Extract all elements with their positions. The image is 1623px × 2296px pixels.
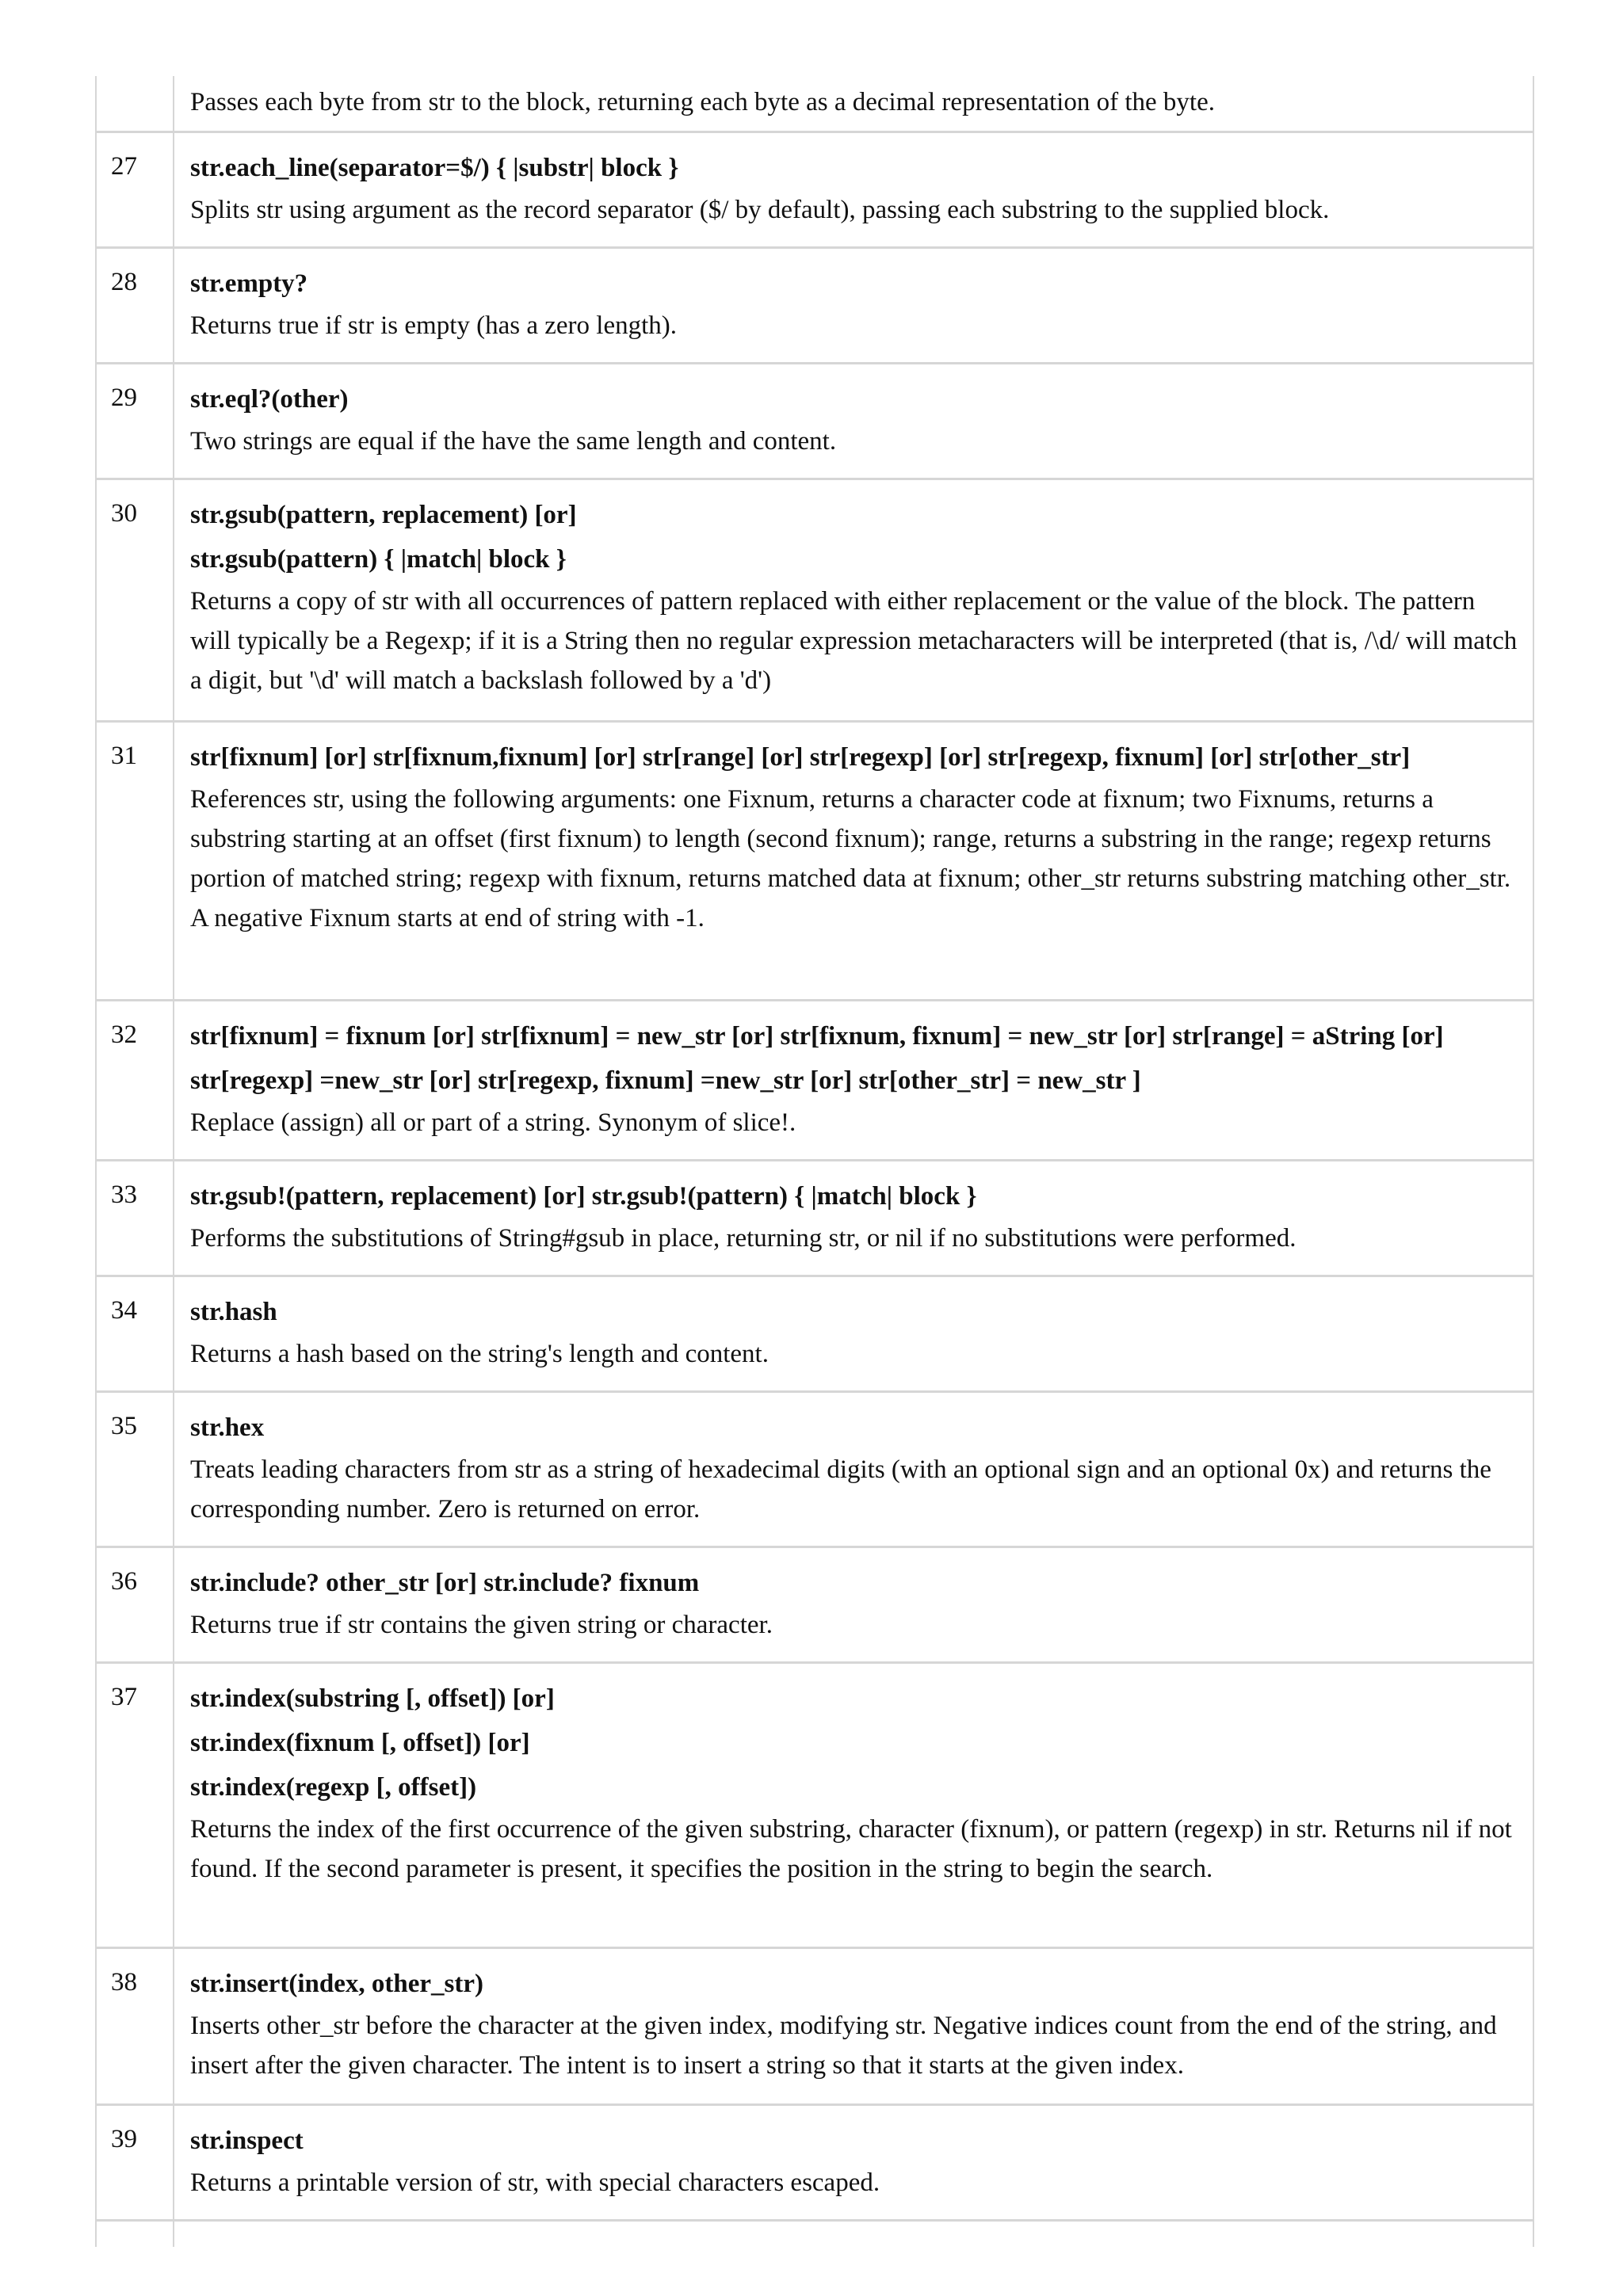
row-number: 39	[111, 2125, 137, 2153]
row-content	[190, 735, 1522, 938]
row-description: Treats leading characters from str as a string of hexadecimal digits (with an optional sign and an optional 0x) and returns the corresponding number. Zero is returned on error.	[190, 1455, 1491, 1524]
method-signature: str.gsub(pattern) { |match| block }	[190, 545, 567, 574]
method-signature: str[fixnum] = fixnum [or] str[fixnum] = new_str [or] str[fixnum, fixnum] = new_str [or] str[range] = aString [or] str[regexp] =new_str [or] str[regexp, fixnum] =new_str [or] str[other_str] = new_str ]	[190, 1022, 1444, 1095]
table-row	[97, 1001, 1533, 1161]
table-row	[97, 76, 1533, 133]
row-description: Inserts other_str before the character at the given index, modifying str. Negative indices count from the end of the string, and insert after the given character. The intent is to insert a string so that it starts at the given index.	[190, 2012, 1497, 2080]
method-signature: str.hex	[190, 1413, 265, 1442]
row-number: 31	[111, 742, 137, 770]
row-description: References str, using the following arguments: one Fixnum, returns a character code at fixnum; two Fixnums, returns a substring starting at an offset (first fixnum) to length (second fixnum); range, returns a substring in the range; regexp returns portion of matched string; regexp with fixnum, returns matched data at fixnum; other_str returns substring matching other_str. A negative Fixnum starts at end of string with -1.	[190, 785, 1511, 933]
row-content	[190, 1174, 1522, 1258]
row-number: 37	[111, 1683, 137, 1711]
table-row	[97, 480, 1533, 723]
row-content	[190, 1290, 1522, 1374]
table-row	[97, 723, 1533, 1001]
row-description: Returns true if str is empty (has a zero length).	[190, 311, 677, 340]
row-content	[190, 2119, 1522, 2203]
table-row	[97, 249, 1533, 364]
method-signature: str.index(substring [, offset]) [or]	[190, 1684, 555, 1713]
row-description: Splits str using argument as the record separator ($/ by default), passing each substring to the supplied block.	[190, 196, 1330, 224]
row-content	[190, 1676, 1522, 1889]
row-description: Returns a printable version of str, with special characters escaped.	[190, 2168, 880, 2197]
row-number: 33	[111, 1180, 137, 1209]
row-number: 34	[111, 1296, 137, 1325]
table-row	[97, 1548, 1533, 1664]
row-content	[190, 1014, 1522, 1142]
table-row	[97, 1664, 1533, 1949]
row-content	[190, 1561, 1522, 1645]
row-number: 27	[111, 152, 137, 181]
method-signature: str.include? other_str [or] str.include? fixnum	[190, 1569, 700, 1597]
row-number: 30	[111, 499, 137, 528]
row-content	[190, 82, 1522, 122]
row-description: Returns a copy of str with all occurrences of pattern replaced with either replacement or the value of the block. The pattern will typically be a Regexp; if it is a String then no regular expression metacharacters will be interpreted (that is, /\d/ will match a digit, but '\d' will match a backslash followed by a 'd')	[190, 587, 1518, 695]
row-description: Returns the index of the first occurrence of the given substring, character (fixnum), or pattern (regexp) in str. Returns nil if not found. If the second parameter is present, it specifies the position in the string to begin the search.	[190, 1815, 1512, 1883]
row-content	[190, 1405, 1522, 1529]
method-signature: str.insert(index, other_str)	[190, 1970, 483, 1998]
method-table	[95, 76, 1534, 2247]
table-row	[97, 133, 1533, 249]
row-description: Returns true if str contains the given string or character.	[190, 1611, 773, 1639]
table-row	[97, 1277, 1533, 1393]
table-row	[97, 364, 1533, 480]
row-description: Performs the substitutions of String#gsub in place, returning str, or nil if no substitutions were performed.	[190, 1224, 1296, 1253]
method-signature: str.hash	[190, 1298, 277, 1326]
row-content	[190, 146, 1522, 230]
method-signature: str[fixnum] [or] str[fixnum,fixnum] [or] str[range] [or] str[regexp] [or] str[regexp, fixnum] [or] str[other_str]	[190, 743, 1411, 772]
row-number: 32	[111, 1020, 137, 1049]
method-signature: str.eql?(other)	[190, 385, 349, 414]
method-signature: str.gsub!(pattern, replacement) [or] str.gsub!(pattern) { |match| block }	[190, 1182, 977, 1211]
row-number: 29	[111, 383, 137, 412]
row-number: 28	[111, 268, 137, 296]
row-description: Passes each byte from str to the block, returning each byte as a decimal representation of the byte.	[190, 88, 1215, 116]
row-content	[190, 377, 1522, 461]
row-description: Replace (assign) all or part of a string. Synonym of slice!.	[190, 1108, 796, 1137]
table-row	[97, 2106, 1533, 2222]
row-content	[190, 493, 1522, 700]
method-signature: str.gsub(pattern, replacement) [or]	[190, 501, 577, 529]
row-number: 36	[111, 1567, 137, 1596]
row-content	[190, 261, 1522, 345]
method-signature: str.each_line(separator=$/) { |substr| block }	[190, 154, 679, 182]
row-description: Returns a hash based on the string's length and content.	[190, 1340, 769, 1368]
table-row	[97, 1393, 1533, 1548]
method-signature: str.index(fixnum [, offset]) [or]	[190, 1729, 530, 1757]
method-signature: str.empty?	[190, 269, 308, 298]
table-row	[97, 1949, 1533, 2106]
row-number: 38	[111, 1968, 137, 1997]
row-number: 35	[111, 1412, 137, 1440]
method-signature: str.inspect	[190, 2126, 304, 2155]
method-signature: str.index(regexp [, offset])	[190, 1773, 477, 1802]
row-description: Two strings are equal if the have the same length and content.	[190, 427, 837, 456]
row-content	[190, 1962, 1522, 2085]
table-row	[97, 1161, 1533, 1277]
